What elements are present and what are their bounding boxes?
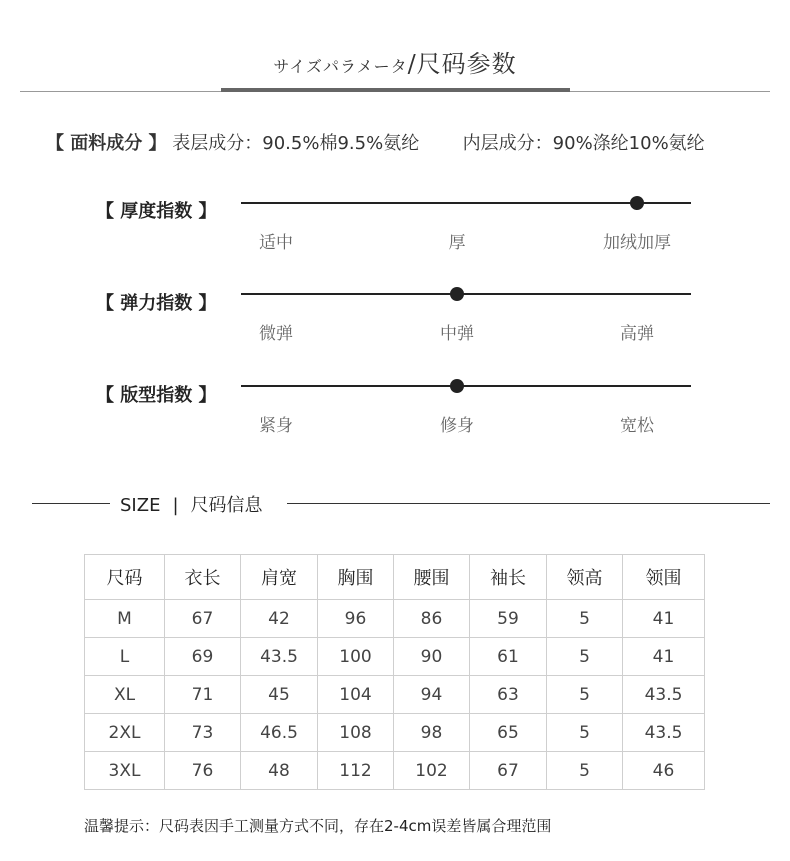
table-header: 肩宽 xyxy=(241,555,318,600)
fit-option: 紧身 xyxy=(259,416,293,436)
table-cell: 102 xyxy=(394,752,470,790)
table-cell: 76 xyxy=(165,752,241,790)
fit-option: 宽松 xyxy=(620,416,654,436)
table-cell: 100 xyxy=(318,638,394,676)
table-row xyxy=(85,752,705,790)
table-cell: 41 xyxy=(623,638,705,676)
table-cell: 42 xyxy=(241,600,318,638)
table-cell: 67 xyxy=(165,600,241,638)
fabric-composition xyxy=(46,129,705,155)
thickness-option: 加绒加厚 xyxy=(603,233,671,253)
table-cell: 5 xyxy=(547,714,623,752)
table-cell: 46.5 xyxy=(241,714,318,752)
table-cell: 5 xyxy=(547,676,623,714)
page-title xyxy=(0,44,790,79)
fabric-inner: 内层成分：90%涤纶10%氨纶 xyxy=(462,133,705,154)
table-header: 领围 xyxy=(623,555,705,600)
table-header: 胸围 xyxy=(318,555,394,600)
table-header: 领高 xyxy=(547,555,623,600)
table-cell: 45 xyxy=(241,676,318,714)
table-cell: 96 xyxy=(318,600,394,638)
thickness-label: 【 厚度指数 】 xyxy=(96,201,217,222)
table-cell: 43.5 xyxy=(623,676,705,714)
size-heading-en: SIZE xyxy=(120,495,161,516)
table-cell: 43.5 xyxy=(241,638,318,676)
table-cell: 86 xyxy=(394,600,470,638)
table-cell: 112 xyxy=(318,752,394,790)
fit-option: 修身 xyxy=(440,416,474,436)
header-underline-bar xyxy=(221,88,570,92)
table-cell: 108 xyxy=(318,714,394,752)
table-cell: 90 xyxy=(394,638,470,676)
table-header: 腰围 xyxy=(394,555,470,600)
table-cell: 94 xyxy=(394,676,470,714)
thickness-option: 厚 xyxy=(448,233,466,253)
title-japanese: サイズパラメータ xyxy=(273,57,408,76)
fit-label: 【 版型指数 】 xyxy=(96,385,217,406)
elasticity-option: 中弹 xyxy=(440,324,474,344)
table-cell: XL xyxy=(85,676,165,714)
table-cell: 61 xyxy=(470,638,547,676)
elasticity-option: 微弹 xyxy=(259,324,293,344)
table-cell: L xyxy=(85,638,165,676)
fabric-outer: 表层成分：90.5%棉9.5%氨纶 xyxy=(172,133,420,154)
table-cell: 69 xyxy=(165,638,241,676)
size-heading-rule-right xyxy=(287,503,770,504)
fabric-label: 【 面料成分 】 xyxy=(46,133,167,154)
table-cell: 2XL xyxy=(85,714,165,752)
table-cell: 5 xyxy=(547,600,623,638)
table-header-row xyxy=(85,555,705,600)
size-heading-cn: 尺码信息 xyxy=(190,495,263,516)
table-row xyxy=(85,714,705,752)
table-cell: 67 xyxy=(470,752,547,790)
table-cell: 3XL xyxy=(85,752,165,790)
elasticity-scale-line xyxy=(241,293,691,295)
table-cell: 43.5 xyxy=(623,714,705,752)
size-heading xyxy=(120,491,263,517)
size-table xyxy=(84,554,705,790)
table-header: 衣长 xyxy=(165,555,241,600)
table-cell: 65 xyxy=(470,714,547,752)
elasticity-label: 【 弹力指数 】 xyxy=(96,293,217,314)
table-row xyxy=(85,638,705,676)
table-cell: 98 xyxy=(394,714,470,752)
table-cell: 41 xyxy=(623,600,705,638)
elasticity-option: 高弹 xyxy=(620,324,654,344)
table-row xyxy=(85,676,705,714)
table-cell: 63 xyxy=(470,676,547,714)
table-cell: 5 xyxy=(547,638,623,676)
table-cell: 104 xyxy=(318,676,394,714)
table-row xyxy=(85,600,705,638)
size-heading-divider: | xyxy=(172,495,179,516)
table-cell: 48 xyxy=(241,752,318,790)
table-header: 袖长 xyxy=(470,555,547,600)
title-chinese: 尺码参数 xyxy=(416,50,517,78)
table-cell: M xyxy=(85,600,165,638)
measurement-note: 温馨提示：尺码表因手工测量方式不同，存在2-4cm误差皆属合理范围 xyxy=(84,817,552,835)
thickness-scale-line xyxy=(241,202,691,204)
table-cell: 59 xyxy=(470,600,547,638)
table-cell: 5 xyxy=(547,752,623,790)
table-cell: 73 xyxy=(165,714,241,752)
fit-scale-marker xyxy=(450,379,464,393)
fit-scale-line xyxy=(241,385,691,387)
elasticity-scale-marker xyxy=(450,287,464,301)
table-cell: 46 xyxy=(623,752,705,790)
thickness-scale-marker xyxy=(630,196,644,210)
thickness-option: 适中 xyxy=(259,233,293,253)
table-cell: 71 xyxy=(165,676,241,714)
table-header: 尺码 xyxy=(85,555,165,600)
title-separator: / xyxy=(407,50,417,78)
size-heading-rule-left xyxy=(32,503,110,504)
